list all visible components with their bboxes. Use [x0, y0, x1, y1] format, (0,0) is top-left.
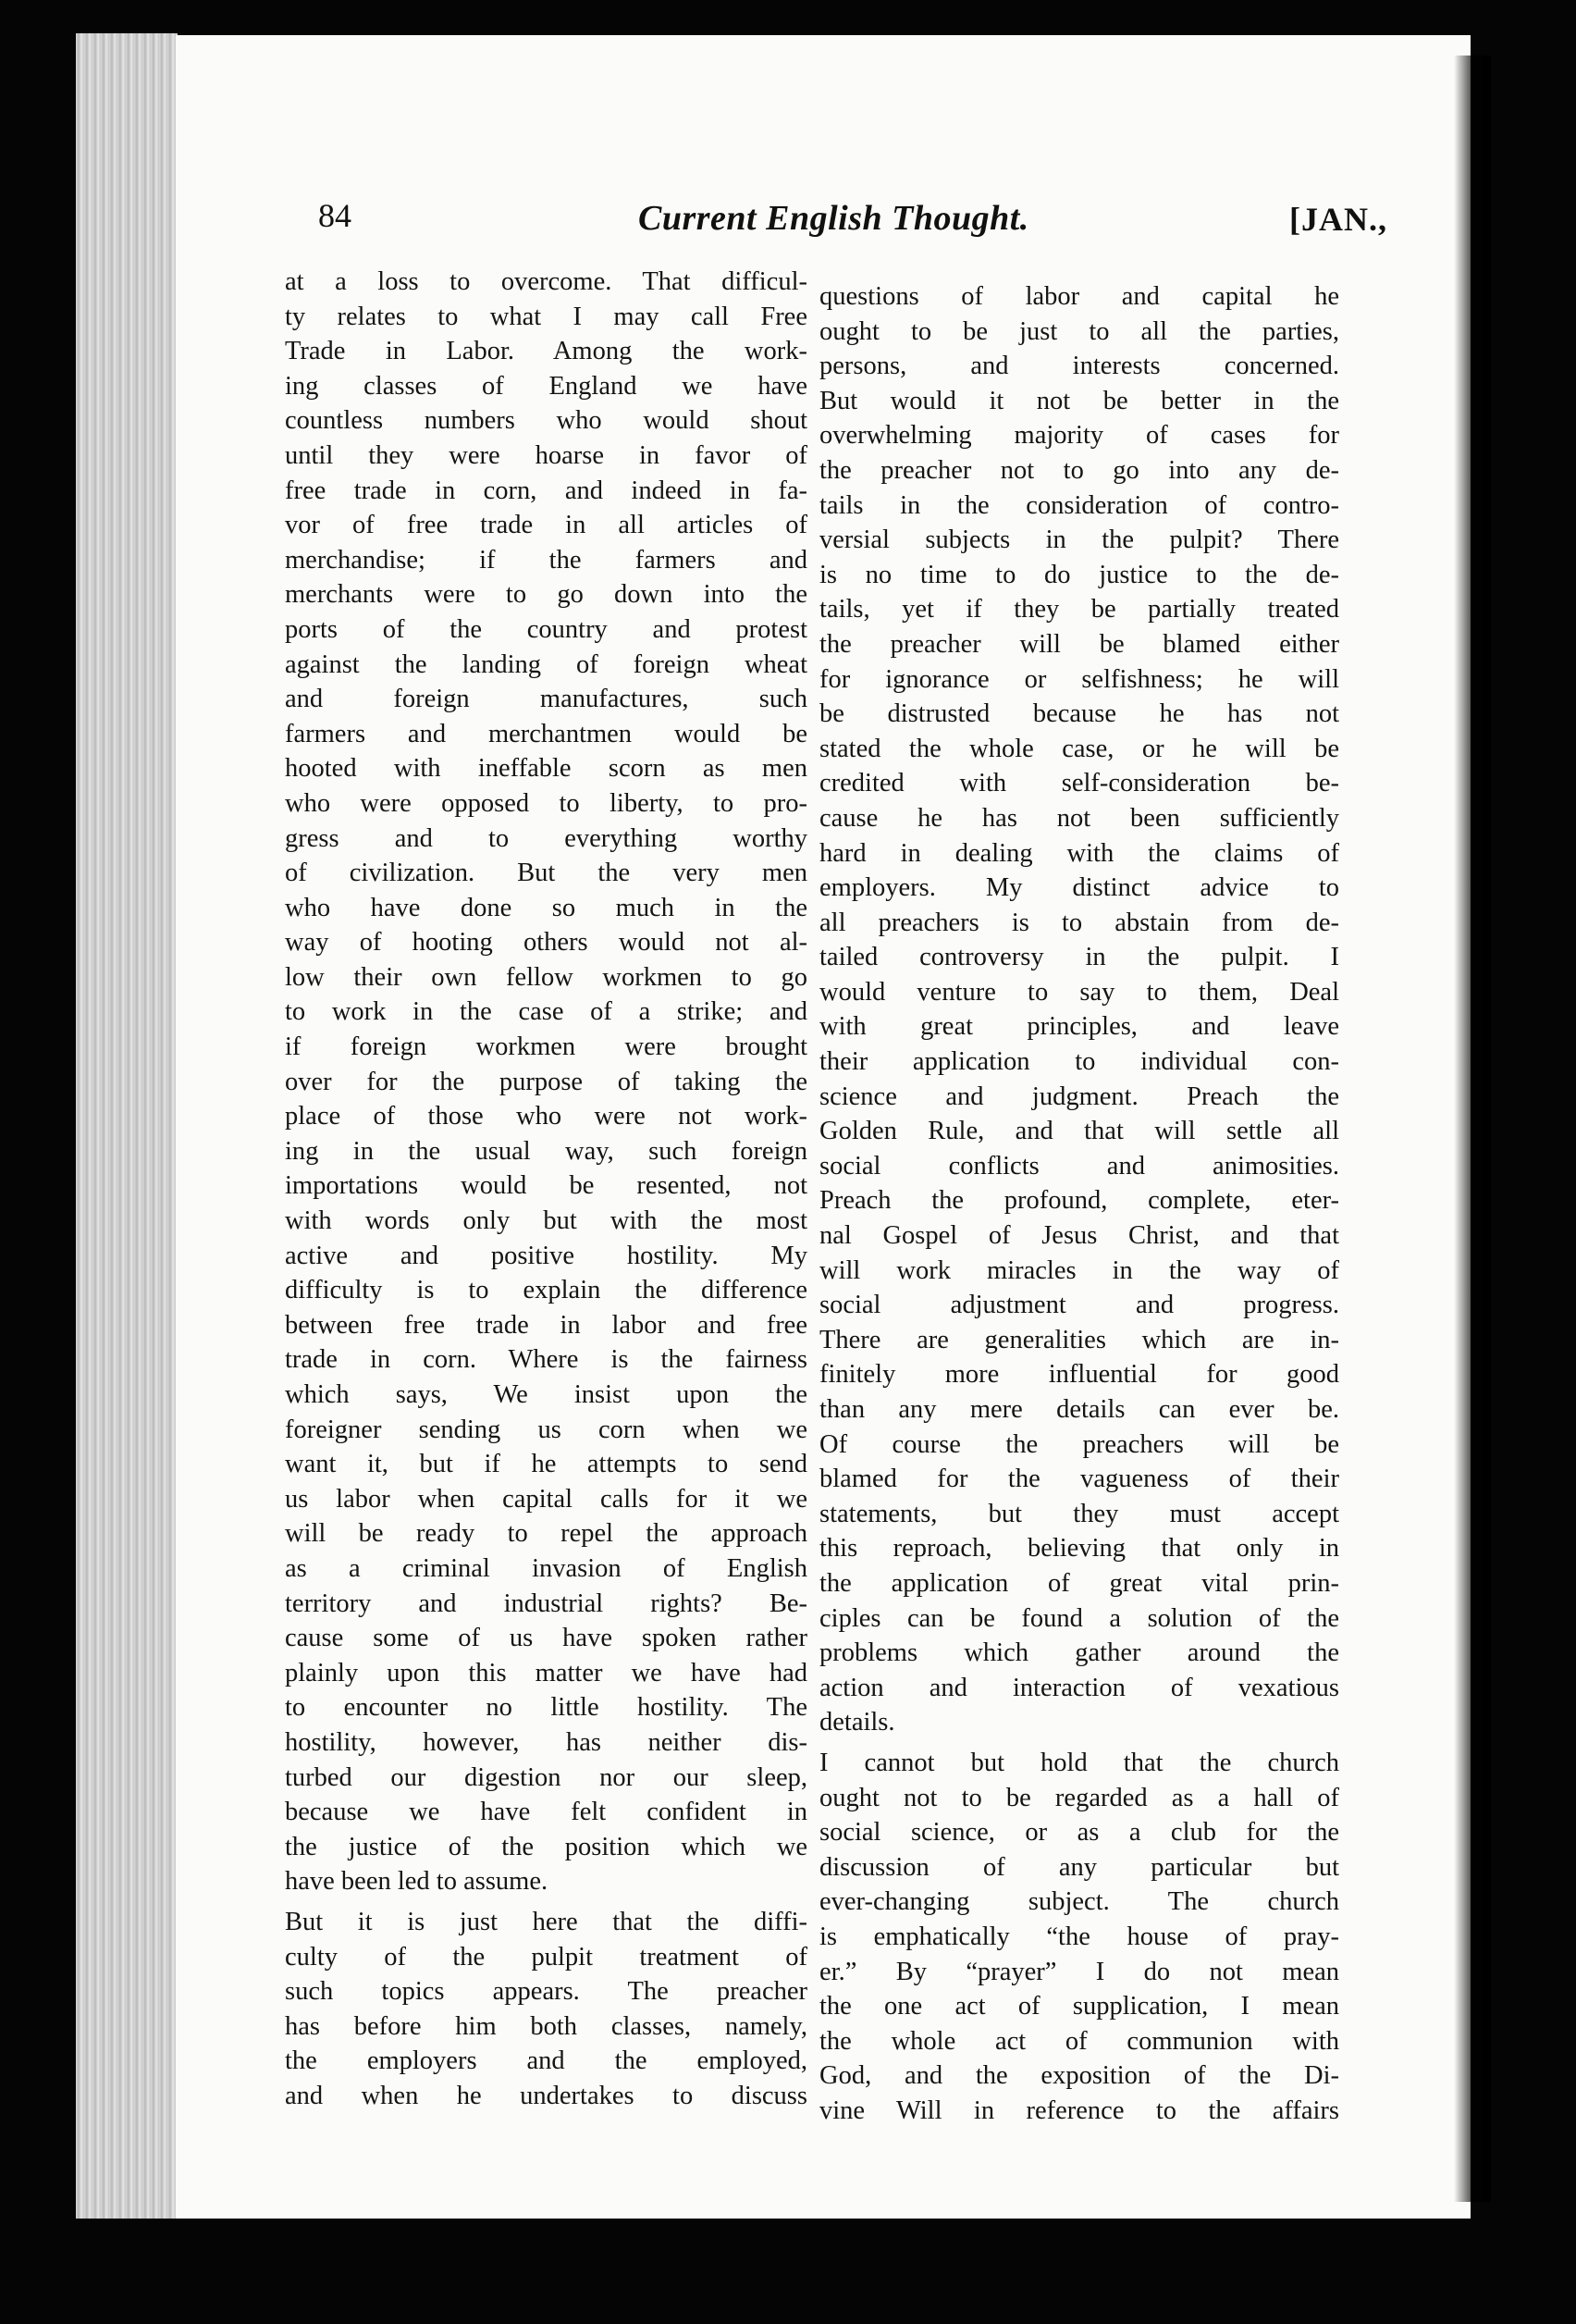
- left-text-column: [285, 265, 807, 2113]
- text-line: vor of free trade in all articles of: [285, 511, 807, 540]
- text-line: But would it not be better in the: [819, 386, 1339, 415]
- text-line: free trade in corn, and indeed in fa-: [285, 476, 807, 505]
- text-line: will be ready to repel the approach: [285, 1519, 807, 1549]
- text-line: their application to individual con-: [819, 1047, 1339, 1077]
- text-line: over for the purpose of taking the: [285, 1067, 807, 1096]
- text-line: Preach the profound, complete, eter-: [819, 1186, 1339, 1216]
- text-line: farmers and merchantmen would be: [285, 719, 807, 748]
- text-line: the application of great vital prin-: [819, 1568, 1339, 1598]
- text-line: against the landing of foreign wheat: [285, 649, 807, 679]
- text-line: ought not to be regarded as a hall of: [819, 1783, 1339, 1812]
- text-line: merchandise; if the farmers and: [285, 545, 807, 575]
- text-line: cause some of us have spoken rather: [285, 1624, 807, 1653]
- text-line: with words only but with the most: [285, 1206, 807, 1236]
- text-line: to encounter no little hostility. The: [285, 1693, 807, 1723]
- text-line: action and interaction of vexatious: [819, 1673, 1339, 1702]
- text-line: tails, yet if they be partially treated: [819, 595, 1339, 624]
- text-line: stated the whole case, or he will be: [819, 734, 1339, 763]
- text-line: which says, We insist upon the: [285, 1380, 807, 1409]
- text-line: ought to be just to all the parties,: [819, 316, 1339, 346]
- text-line: blamed for the vagueness of their: [819, 1465, 1339, 1494]
- text-line: plainly upon this matter we have had: [285, 1658, 807, 1687]
- text-line: Trade in Labor. Among the work-: [285, 337, 807, 366]
- text-line: importations would be resented, not: [285, 1171, 807, 1201]
- text-line: the one act of supplication, I mean: [819, 1992, 1339, 2021]
- text-line: until they were hoarse in favor of: [285, 440, 807, 470]
- text-line: statements, but they must accept: [819, 1499, 1339, 1528]
- text-line: ing in the usual way, such foreign: [285, 1136, 807, 1166]
- text-line: discussion of any particular but: [819, 1852, 1339, 1882]
- text-line: the employers and the employed,: [285, 2046, 807, 2076]
- page-edge: [76, 33, 178, 2219]
- text-line: who were opposed to liberty, to pro-: [285, 788, 807, 818]
- text-line: tails in the consideration of contro-: [819, 490, 1339, 520]
- text-line: to work in the case of a strike; and: [285, 997, 807, 1027]
- text-line: way of hooting others would not al-: [285, 928, 807, 958]
- text-line: the justice of the position which we: [285, 1832, 807, 1861]
- page-number: 84: [318, 197, 351, 234]
- text-line: I cannot but hold that the church: [819, 1748, 1339, 1777]
- text-line: have been led to assume.: [285, 1867, 548, 1897]
- text-line: has before him both classes, namely,: [285, 2011, 807, 2041]
- text-line: the preacher not to go into any de-: [819, 455, 1339, 485]
- text-line: trade in corn. Where is the fairness: [285, 1345, 807, 1375]
- text-line: such topics appears. The preacher: [285, 1977, 807, 2007]
- text-line: gress and to everything worthy: [285, 823, 807, 853]
- text-line: of civilization. But the very men: [285, 859, 807, 888]
- text-line: low their own fellow workmen to go: [285, 962, 807, 992]
- right-text-column: [819, 279, 1339, 2128]
- text-line: between free trade in labor and free: [285, 1310, 807, 1340]
- text-line: social conflicts and animosities.: [819, 1151, 1339, 1181]
- text-line: difficulty is to explain the difference: [285, 1276, 807, 1305]
- text-line: There are generalities which are in-: [819, 1325, 1339, 1354]
- text-line: as a criminal invasion of English: [285, 1553, 807, 1583]
- text-line: countless numbers who would shout: [285, 406, 807, 436]
- text-line: turbed our digestion nor our sleep,: [285, 1762, 807, 1792]
- text-line: is emphatically “the house of pray-: [819, 1922, 1339, 1951]
- text-line: place of those who were not work-: [285, 1102, 807, 1131]
- text-line: the preacher will be blamed either: [819, 629, 1339, 659]
- text-line: Of course the preachers will be: [819, 1429, 1339, 1459]
- text-line: culty of the pulpit treatment of: [285, 1942, 807, 1972]
- text-line: all preachers is to abstain from de-: [819, 908, 1339, 937]
- text-line: Golden Rule, and that will settle all: [819, 1117, 1339, 1146]
- text-line: problems which gather around the: [819, 1638, 1339, 1668]
- text-line: because we have felt confident in: [285, 1798, 807, 1827]
- section-tag: [JAN.,: [1289, 201, 1387, 238]
- text-line: want it, but if he attempts to send: [285, 1450, 807, 1479]
- text-line: ing classes of England we have: [285, 371, 807, 401]
- text-line: this reproach, believing that only in: [819, 1534, 1339, 1564]
- text-line: merchants were to go down into the: [285, 580, 807, 610]
- text-line: than any mere details can ever be.: [819, 1395, 1339, 1424]
- text-line: hooted with ineffable scorn as men: [285, 754, 807, 784]
- text-line: vine Will in reference to the affairs: [819, 2095, 1339, 2125]
- text-line: ciples can be found a solution of the: [819, 1603, 1339, 1633]
- text-line: and when he undertakes to discuss: [285, 2081, 807, 2110]
- text-line: persons, and interests concerned.: [819, 352, 1339, 381]
- text-line: tailed controversy in the pulpit. I: [819, 943, 1339, 972]
- text-line: foreigner sending us corn when we: [285, 1415, 807, 1444]
- text-line: questions of labor and capital he: [819, 282, 1339, 311]
- text-line: overwhelming majority of cases for: [819, 421, 1339, 451]
- text-line: hostility, however, has neither dis-: [285, 1727, 807, 1757]
- text-line: ports of the country and protest: [285, 614, 807, 644]
- running-title: Current English Thought.: [638, 199, 1029, 238]
- text-line: at a loss to overcome. That difficul-: [285, 267, 807, 296]
- text-line: social adjustment and progress.: [819, 1291, 1339, 1320]
- text-line: social science, or as a club for the: [819, 1818, 1339, 1848]
- text-line: versial subjects in the pulpit? There: [819, 525, 1339, 555]
- text-line: with great principles, and leave: [819, 1012, 1339, 1042]
- text-line: credited with self-consideration be-: [819, 769, 1339, 798]
- running-header: [314, 196, 1387, 252]
- text-line: hard in dealing with the claims of: [819, 838, 1339, 868]
- text-line: active and positive hostility. My: [285, 1241, 807, 1270]
- binding-shadow: [1454, 56, 1491, 2202]
- text-line: ty relates to what I may call Free: [285, 302, 807, 331]
- text-line: who have done so much in the: [285, 893, 807, 922]
- text-line: us labor when capital calls for it we: [285, 1484, 807, 1514]
- text-line: But it is just here that the diffi-: [285, 1907, 807, 1936]
- text-line: God, and the exposition of the Di-: [819, 2061, 1339, 2091]
- text-line: science and judgment. Preach the: [819, 1082, 1339, 1111]
- text-line: employers. My distinct advice to: [819, 873, 1339, 903]
- text-line: nal Gospel of Jesus Christ, and that: [819, 1221, 1339, 1251]
- text-line: finitely more influential for good: [819, 1360, 1339, 1390]
- text-line: would venture to say to them, Deal: [819, 977, 1339, 1007]
- text-line: cause he has not been sufficiently: [819, 803, 1339, 833]
- text-line: details.: [819, 1708, 895, 1737]
- text-line: and foreign manufactures, such: [285, 685, 807, 714]
- text-line: if foreign workmen were brought: [285, 1032, 807, 1062]
- text-line: for ignorance or selfishness; he will: [819, 664, 1339, 694]
- text-line: ever-changing subject. The church: [819, 1887, 1339, 1917]
- text-line: will work miracles in the way of: [819, 1255, 1339, 1285]
- text-line: be distrusted because he has not: [819, 699, 1339, 729]
- text-line: is no time to do justice to the de-: [819, 560, 1339, 589]
- text-line: the whole act of communion with: [819, 2026, 1339, 2056]
- text-line: er.” By “prayer” I do not mean: [819, 1957, 1339, 1986]
- text-line: territory and industrial rights? Be-: [285, 1588, 807, 1618]
